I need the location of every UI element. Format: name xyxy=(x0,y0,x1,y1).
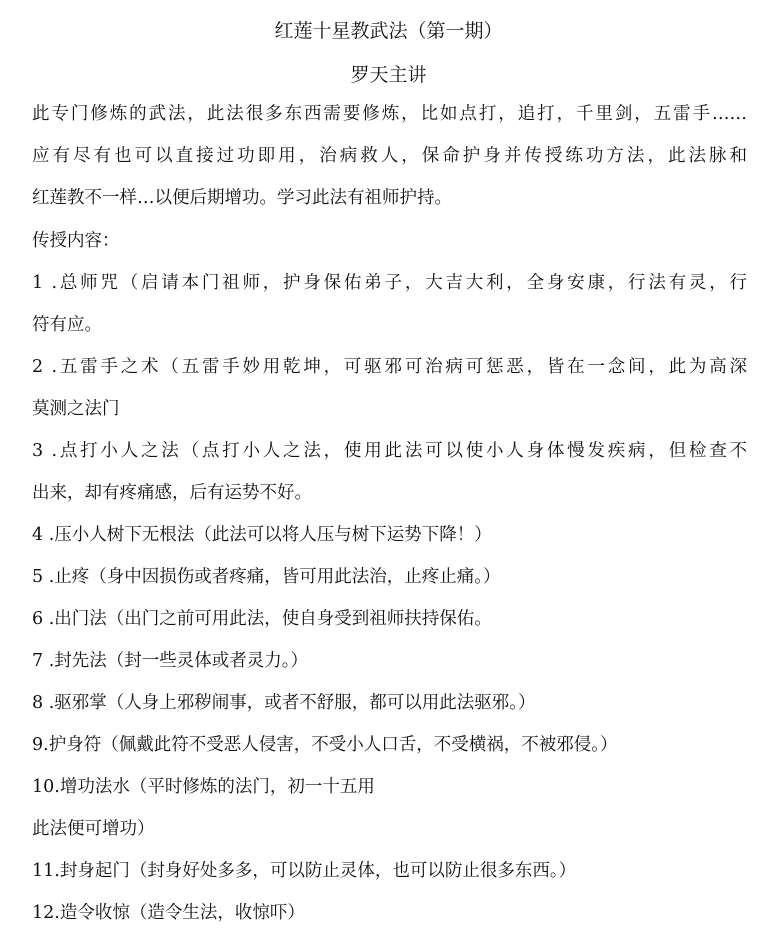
list-item-2-line-2: 莫测之法门 xyxy=(32,399,120,419)
list-item-4: 4 .压小人树下无根法（此法可以将人压与树下运势下降！） xyxy=(32,525,492,545)
list-item-6: 6 .出门法（出门之前可用此法，使自身受到祖师扶持保佑。 xyxy=(32,609,492,629)
list-item-1-line-2: 符有应。 xyxy=(32,315,102,335)
intro-line-2: 应有尽有也可以直接过功即用，治病救人，保命护身并传授练功方法，此法脉和 xyxy=(32,146,747,166)
list-item-10-line-2: 此法便可增功） xyxy=(32,819,155,839)
list-item-3-line-2: 出来，却有疼痛感，后有运势不好。 xyxy=(32,483,312,503)
list-item-11: 11.封身起门（封身好处多多，可以防止灵体，也可以防止很多东西。） xyxy=(32,861,577,881)
list-item-7: 7 .封先法（封一些灵体或者灵力。） xyxy=(32,651,309,671)
list-item-1-line-1: 1 .总师咒（启请本门祖师，护身保佑弟子，大吉大利，全身安康，行法有灵，行 xyxy=(32,273,747,293)
lecturer-line: 罗天主讲 xyxy=(350,64,427,86)
list-item-5: 5 .止疼（身中因损伤或者疼痛，皆可用此法治，止疼止痛。） xyxy=(32,567,501,587)
intro-line-3: 红莲教不一样…以便后期增功。学习此法有祖师护持。 xyxy=(32,188,452,208)
list-item-10-line-1: 10.增功法水（平时修炼的法门，初一十五用 xyxy=(32,777,375,797)
list-item-9: 9.护身符（佩戴此符不受恶人侵害，不受小人口舌，不受横祸，不被邪侵。） xyxy=(32,735,618,755)
list-item-8: 8 .驱邪掌（人身上邪秽闹事，或者不舒服，都可以用此法驱邪。） xyxy=(32,693,536,713)
list-item-3-line-1: 3 .点打小人之法（点打小人之法，使用此法可以使小人身体慢发疾病，但检查不 xyxy=(32,441,747,461)
list-item-2-line-1: 2 .五雷手之术（五雷手妙用乾坤，可驱邪可治病可惩恶，皆在一念间，此为高深 xyxy=(32,357,747,377)
list-item-12: 12.造令收惊（造令生法，收惊吓） xyxy=(32,903,305,923)
document-title: 红莲十星教武法（第一期） xyxy=(274,20,503,42)
section-heading: 传授内容： xyxy=(32,231,120,251)
intro-line-1: 此专门修炼的武法，此法很多东西需要修炼，比如点打，追打，千里剑，五雷手…… xyxy=(32,104,747,124)
